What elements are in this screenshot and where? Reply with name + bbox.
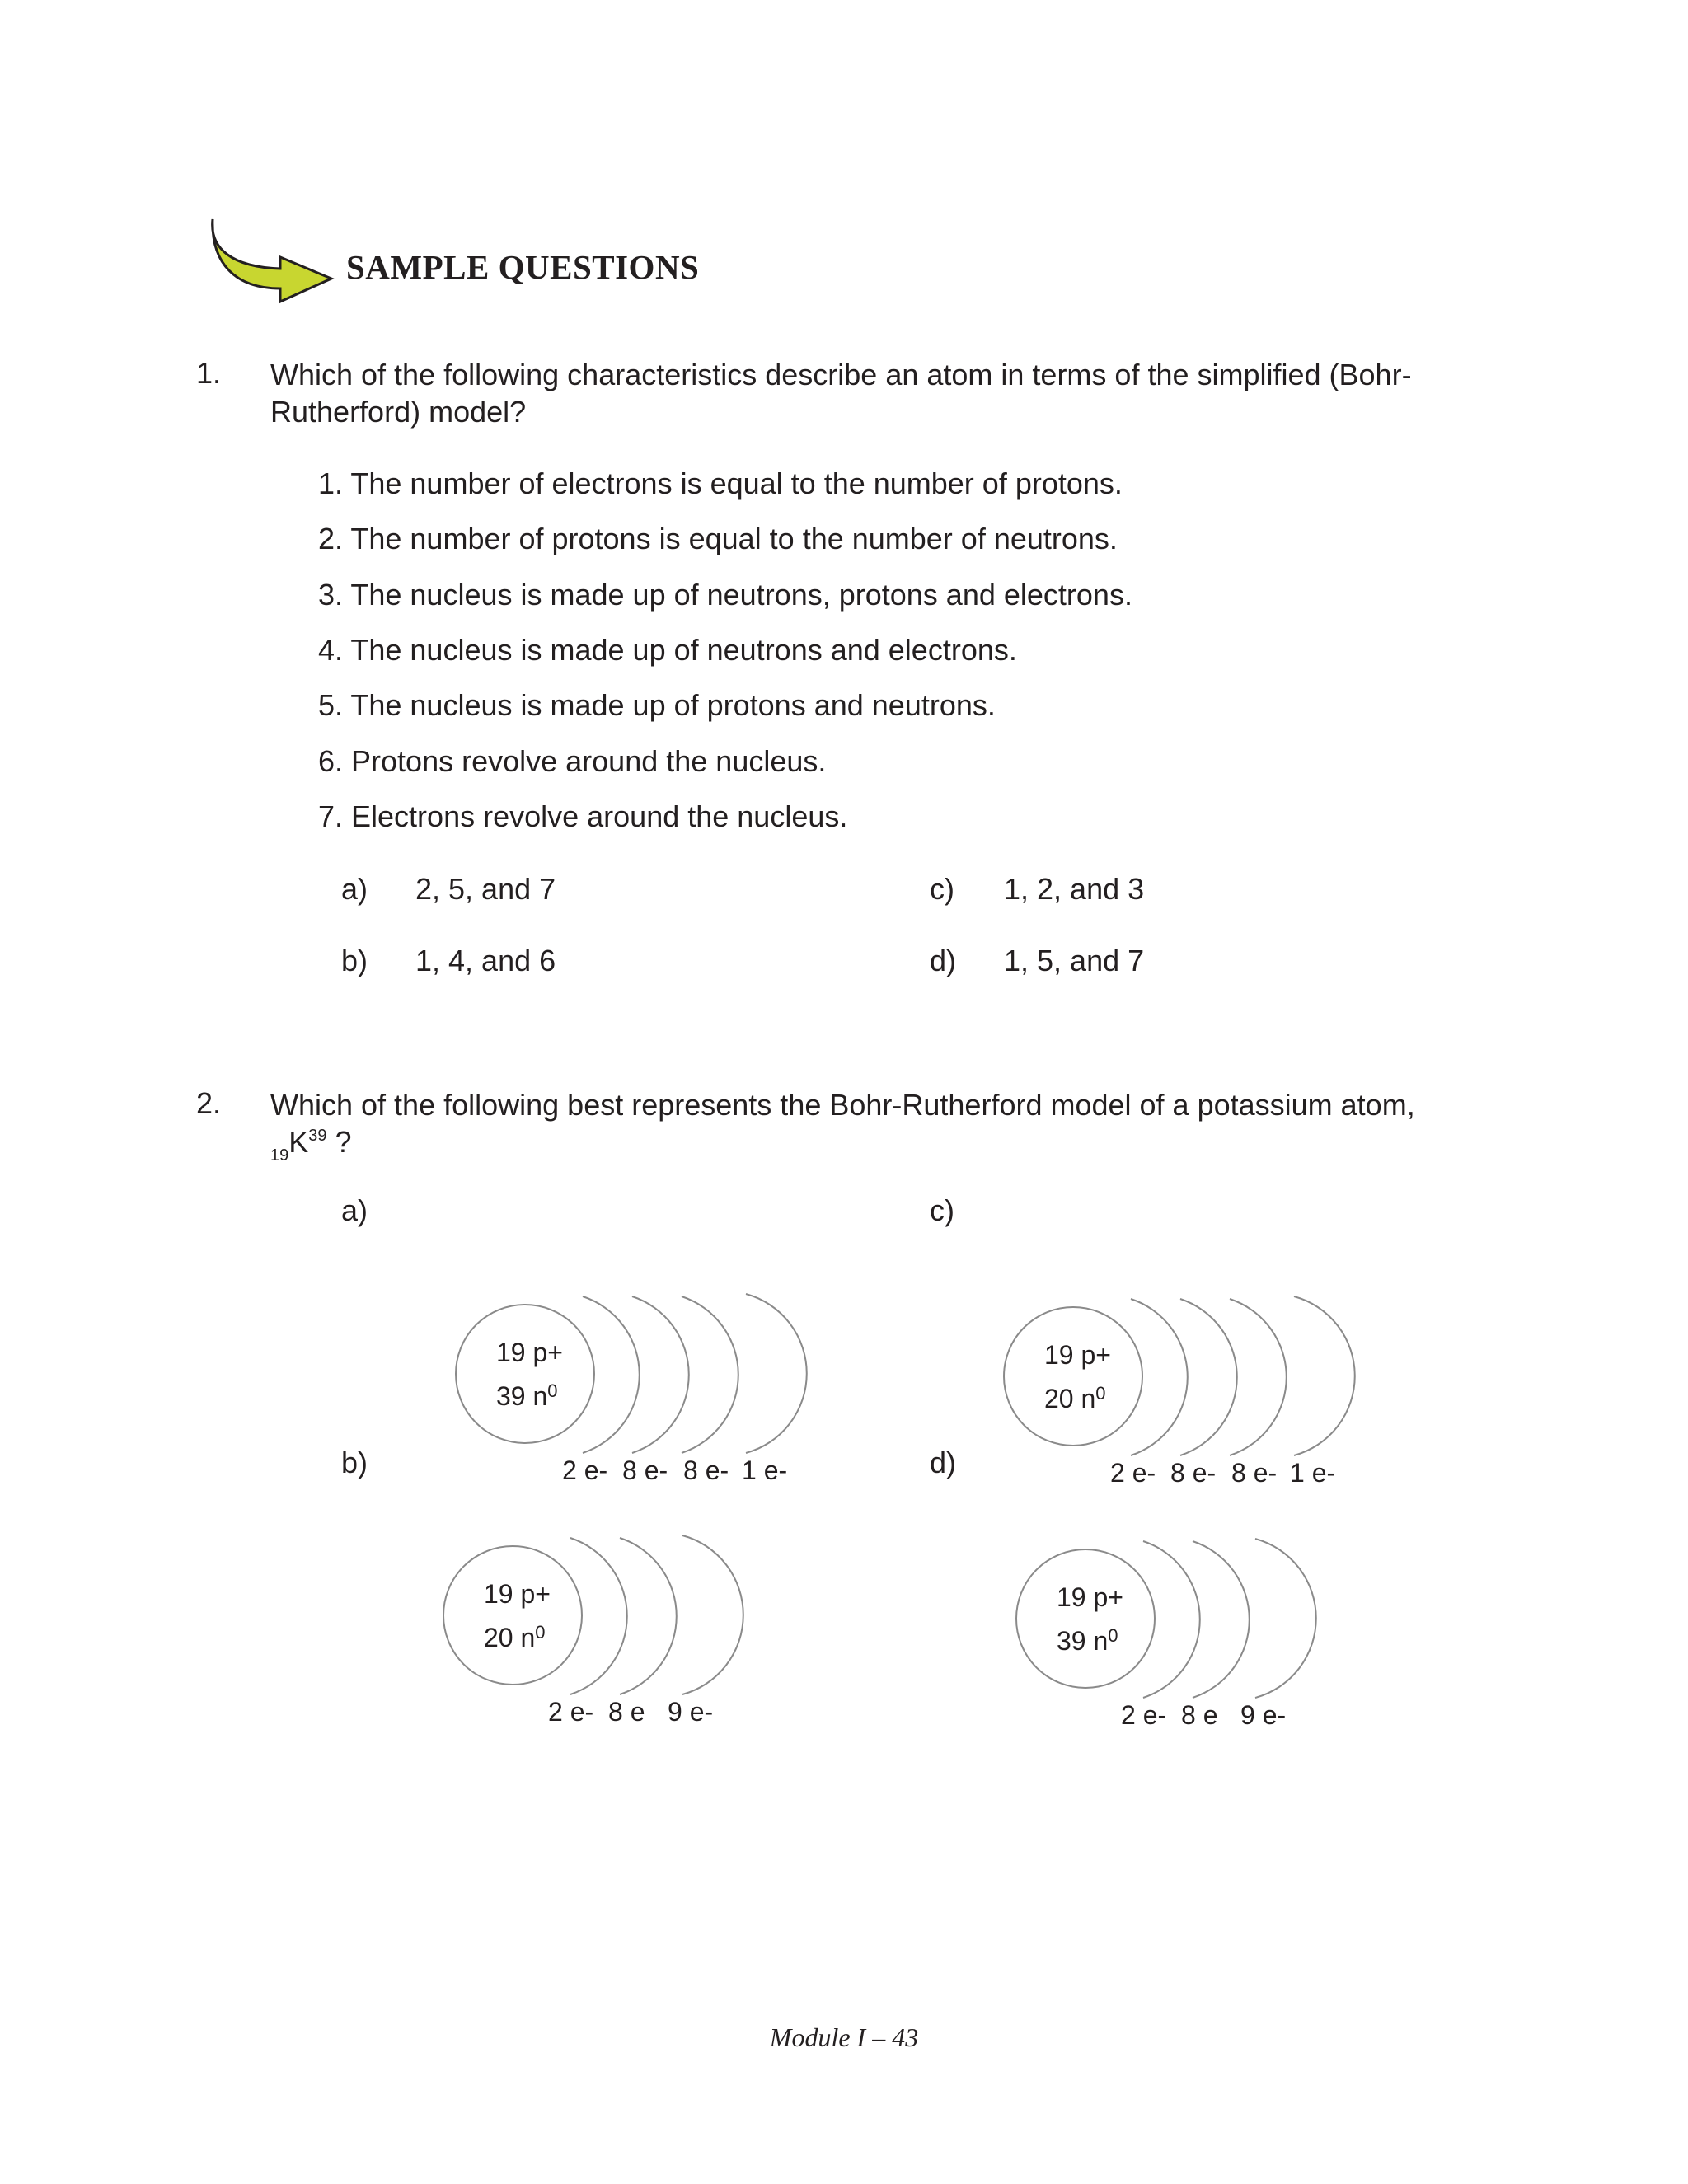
shell-1-label: 2 e-	[548, 1697, 594, 1727]
question-2-text-line-1: Which of the following best represents the Bohr-Rutherford model of a potassium atom,	[270, 1088, 1415, 1122]
electron-shell-3	[1230, 1299, 1287, 1455]
electron-shell-4	[1294, 1296, 1355, 1455]
electron-shell-2	[632, 1296, 689, 1453]
neutron-charge: 0	[1095, 1383, 1106, 1404]
potassium-symbol	[270, 1123, 1523, 1166]
curved-arrow-icon	[208, 216, 340, 307]
q1-option-a-letter[interactable]: a)	[341, 872, 368, 906]
section-title: SAMPLE QUESTIONS	[346, 248, 700, 286]
statement-5: 5. The nucleus is made up of protons and neutrons.	[318, 688, 996, 722]
neutron-count: 39 n	[496, 1381, 548, 1411]
nucleus-circle	[443, 1546, 582, 1685]
question-2-text	[270, 1086, 1523, 1166]
statement-1: 1. The number of electrons is equal to the number of protons.	[318, 466, 1123, 500]
nucleus-circle	[1004, 1307, 1142, 1446]
shell-3-label: 9 e-	[1240, 1700, 1287, 1730]
statement-3: 3. The nucleus is made up of neutrons, protons and electrons.	[318, 578, 1132, 612]
shell-2-label: 8 e	[608, 1697, 645, 1727]
atomic-number-subscript: 19	[270, 1146, 289, 1165]
electron-shell-2	[1180, 1299, 1237, 1455]
q2-option-a-letter[interactable]: a)	[341, 1193, 368, 1227]
proton-label: 19 p+	[484, 1579, 551, 1609]
q1-option-c-text[interactable]: 1, 2, and 3	[1004, 872, 1145, 906]
nucleus-circle	[456, 1305, 594, 1443]
shell-1-label: 2 e-	[562, 1455, 608, 1485]
neutron-label	[1044, 1383, 1106, 1413]
q1-option-b-text[interactable]: 1, 4, and 6	[415, 944, 556, 977]
shell-1-label: 2 e-	[1110, 1458, 1156, 1488]
element-symbol: K	[288, 1125, 309, 1159]
electron-shell-3	[682, 1296, 738, 1453]
question-1-text-line-1: Which of the following characteristics describe an atom in terms of the simplified (Bohr-	[270, 358, 1412, 391]
question-1-number: 1.	[196, 356, 222, 390]
q2-option-b-letter[interactable]: b)	[341, 1446, 368, 1479]
neutron-charge: 0	[547, 1380, 558, 1401]
statement-6: 6. Protons revolve around the nucleus.	[318, 744, 827, 778]
proton-label: 19 p+	[1057, 1582, 1123, 1612]
q1-option-c-letter[interactable]: c)	[930, 872, 954, 906]
q2-option-c-letter[interactable]: c)	[930, 1193, 954, 1227]
shell-4-label: 1 e-	[742, 1455, 788, 1485]
neutron-label	[1057, 1625, 1118, 1656]
statement-2: 2. The number of protons is equal to the number of neutrons.	[318, 522, 1118, 555]
shell-2-label: 8 e	[1181, 1700, 1218, 1730]
neutron-label	[496, 1380, 558, 1411]
mass-number-superscript: 39	[308, 1127, 327, 1145]
proton-label: 19 p+	[496, 1338, 563, 1367]
shell-3-label: 9 e-	[668, 1697, 714, 1727]
shell-1-label: 2 e-	[1121, 1700, 1167, 1730]
question-1-text-line-2: Rutherford) model?	[270, 395, 527, 429]
neutron-count: 39 n	[1057, 1626, 1109, 1656]
question-1-text	[270, 356, 1523, 430]
neutron-count: 20 n	[484, 1623, 536, 1652]
proton-label: 19 p+	[1044, 1340, 1111, 1370]
q2-option-d-letter[interactable]: d)	[930, 1446, 957, 1479]
neutron-charge: 0	[1108, 1625, 1118, 1646]
shell-2-label: 8 e-	[622, 1455, 668, 1485]
electron-shell-1	[1131, 1299, 1188, 1455]
question-2-number: 2.	[196, 1086, 222, 1120]
statement-7: 7. Electrons revolve around the nucleus.	[318, 799, 848, 833]
electron-shell-1	[583, 1296, 640, 1453]
neutron-count: 20 n	[1044, 1384, 1096, 1413]
shell-3-label: 8 e-	[1231, 1458, 1278, 1488]
shell-4-label: 1 e-	[1290, 1458, 1336, 1488]
q1-option-a-text[interactable]: 2, 5, and 7	[415, 872, 556, 906]
nucleus-circle	[1016, 1549, 1155, 1688]
neutron-label	[484, 1622, 546, 1652]
q2-option-c-diagram[interactable]	[977, 1276, 1389, 1498]
q1-option-d-letter[interactable]: d)	[930, 944, 957, 977]
q1-option-d-text[interactable]: 1, 5, and 7	[1004, 944, 1145, 977]
electron-shell-3	[682, 1535, 743, 1694]
page-footer: Module I – 43	[769, 2022, 919, 2052]
shell-2-label: 8 e-	[1170, 1458, 1217, 1488]
electron-shell-1	[570, 1538, 627, 1694]
electron-shell-2	[1193, 1541, 1250, 1698]
q2-option-a-diagram[interactable]	[429, 1273, 841, 1496]
symbol-suffix: ?	[326, 1125, 352, 1159]
electron-shell-3	[1255, 1539, 1316, 1698]
q1-option-b-letter[interactable]: b)	[341, 944, 368, 977]
electron-shell-2	[620, 1538, 677, 1694]
electron-shell-4	[746, 1294, 807, 1453]
electron-shell-1	[1143, 1541, 1200, 1698]
q2-option-d-diagram[interactable]	[989, 1518, 1335, 1741]
shell-3-label: 8 e-	[683, 1455, 729, 1485]
q2-option-b-diagram[interactable]	[416, 1515, 762, 1737]
statement-4: 4. The nucleus is made up of neutrons and electrons.	[318, 633, 1017, 667]
neutron-charge: 0	[535, 1622, 546, 1643]
